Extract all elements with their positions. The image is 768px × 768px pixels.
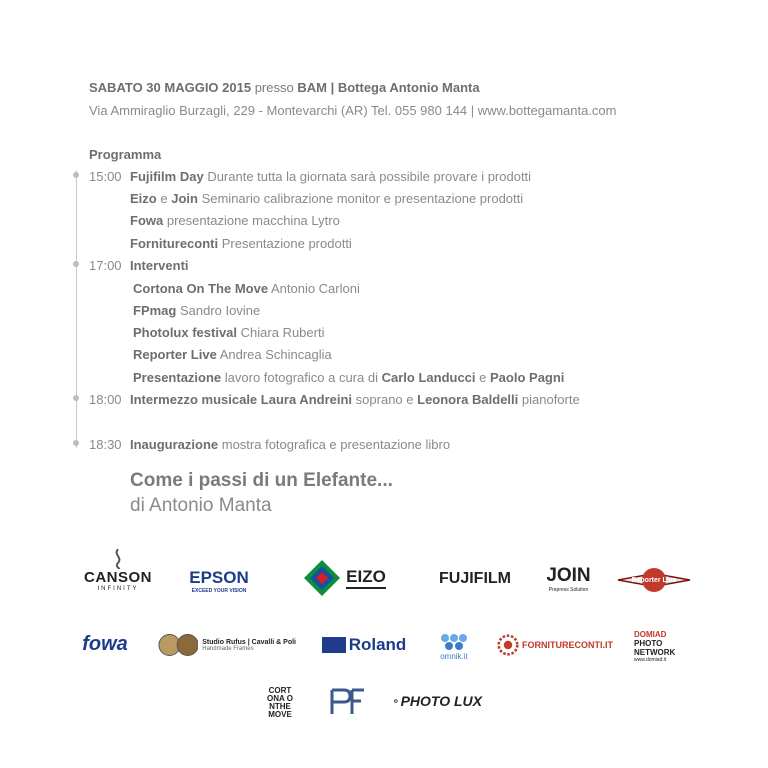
venue-address: Via Ammiraglio Burzagli, 229 - Montevarchi (AR) Tel. 055 980 144 | www.bottegamanta.com	[89, 103, 617, 118]
event-date-venue	[89, 80, 480, 95]
timeline-dot	[73, 172, 79, 178]
desc: lavoro fotografico a cura di	[224, 370, 378, 385]
schedule-row	[133, 347, 332, 362]
join-sub: Prepress Solution	[548, 587, 589, 593]
schedule-row	[133, 325, 324, 340]
canson-text: CANSON	[83, 568, 152, 586]
desc: Sandro Iovine	[179, 303, 261, 318]
schedule-row	[133, 303, 260, 318]
rufus-seal-icon	[158, 632, 198, 658]
book-author: di Antonio Manta	[130, 495, 272, 516]
fpmag-logo	[328, 688, 368, 720]
schedule-row	[89, 392, 580, 407]
studio-rufus-logo	[158, 632, 296, 658]
canson-logo	[74, 542, 162, 598]
domiad-text: NETWORK	[634, 647, 676, 657]
timeline-dot	[73, 440, 79, 446]
bold-label: Cortona On The Move	[133, 281, 269, 296]
fornitureconti-gear-icon	[497, 632, 519, 658]
desc: Durante tutta la giornata sarà possibile provare i prodotti	[207, 169, 532, 184]
schedule-row	[133, 281, 360, 296]
schedule-row	[133, 370, 564, 385]
photolux-text: PHOTO LUX	[400, 693, 482, 709]
domiad-url: www.domiad.it	[634, 656, 667, 663]
canson-sub: INFINITY	[97, 585, 139, 592]
domiad-logo	[634, 630, 692, 662]
join-logo	[541, 562, 596, 596]
bold-label: Interventi	[130, 258, 189, 273]
epson-text: EPSON	[189, 568, 249, 587]
bold-label: Laura Andreini	[260, 392, 353, 407]
reporter-live-logo	[616, 565, 692, 595]
book-title: Come i passi di un Elefante...	[130, 470, 393, 491]
time-label: 18:30	[89, 437, 122, 452]
desc: e	[479, 370, 487, 385]
roland-mark-icon	[322, 637, 346, 653]
desc: Andrea Schincaglia	[219, 347, 332, 362]
domiad-text: DOMIAD	[634, 629, 667, 639]
timeline-dot	[73, 261, 79, 267]
omnik-text: omnik.it	[440, 651, 468, 661]
fornitureconti-text: FORNITURECONTI.IT	[522, 640, 613, 650]
timeline-line	[76, 170, 77, 448]
canson-flame-icon	[111, 549, 125, 569]
domiad-text: PHOTO	[634, 638, 663, 648]
bold-label: Photolux festival	[133, 325, 238, 340]
schedule-row	[130, 191, 523, 206]
bold-label: Paolo Pagni	[490, 370, 565, 385]
fpmag-emblem-icon	[328, 688, 368, 720]
time-label: 18:00	[89, 392, 122, 407]
bold-label: Eizo	[130, 191, 157, 206]
time-label: 17:00	[89, 258, 122, 273]
epson-sub: EXCEED YOUR VISION	[191, 588, 247, 594]
roland-text: Roland	[348, 635, 407, 654]
event-date: SABATO 30 MAGGIO 2015	[89, 80, 252, 95]
cortona-on-the-move-logo: CORT ONA O NTHE MOVE	[267, 686, 293, 719]
presso-text: presso	[254, 80, 294, 95]
photolux-aperture-icon	[394, 695, 398, 707]
eizo-emblem-icon	[302, 558, 342, 598]
bold-label: Carlo Landucci	[381, 370, 476, 385]
desc: soprano e	[355, 392, 414, 407]
schedule-row	[89, 169, 531, 184]
bold-label: Join	[171, 191, 198, 206]
roland-logo	[316, 634, 412, 656]
timeline-dot	[73, 395, 79, 401]
eizo-text: EIZO	[346, 567, 386, 589]
bold-label: Intermezzo musicale	[130, 392, 258, 407]
reporter-live-text: Reporter Live	[631, 576, 677, 584]
rufus-sub: Handmade Frames	[202, 645, 254, 652]
desc: e	[160, 191, 168, 206]
desc: presentazione macchina Lytro	[166, 213, 340, 228]
bold-label: Inaugurazione	[130, 437, 219, 452]
desc: Seminario calibrazione monitor e presentazione prodotti	[201, 191, 524, 206]
rufus-text: Studio Rufus | Cavalli & Poli	[202, 638, 296, 646]
time-label: 15:00	[89, 169, 122, 184]
schedule-row	[130, 213, 340, 228]
bold-label: Fornitureconti	[130, 236, 219, 251]
epson-logo	[184, 566, 254, 596]
bold-label: Fujifilm Day	[130, 169, 204, 184]
schedule-row	[130, 236, 352, 251]
bold-label: Leonora Baldelli	[417, 392, 519, 407]
fowa-logo: fowa	[82, 632, 128, 655]
programma-title: Programma	[89, 147, 162, 162]
schedule-row	[89, 258, 189, 273]
bold-label: Reporter Live	[133, 347, 217, 362]
omnik-dots-icon	[439, 632, 469, 652]
fornitureconti-logo	[497, 632, 613, 658]
desc: Presentazione prodotti	[221, 236, 352, 251]
desc: Chiara Ruberti	[240, 325, 325, 340]
omnik-logo	[434, 629, 474, 663]
photolux-logo	[394, 690, 482, 712]
eizo-logo	[288, 556, 400, 600]
fujifilm-logo: FUJIFILM	[439, 570, 511, 587]
bold-label: Fowa	[130, 213, 164, 228]
desc: Antonio Carloni	[270, 281, 360, 296]
desc: mostra fotografica e presentazione libro	[221, 437, 451, 452]
bold-label: FPmag	[133, 303, 177, 318]
desc: pianoforte	[521, 392, 580, 407]
join-text: JOIN	[546, 565, 591, 586]
bold-label: Presentazione	[133, 370, 222, 385]
schedule-row	[89, 437, 450, 452]
venue-name: BAM | Bottega Antonio Manta	[297, 80, 480, 95]
